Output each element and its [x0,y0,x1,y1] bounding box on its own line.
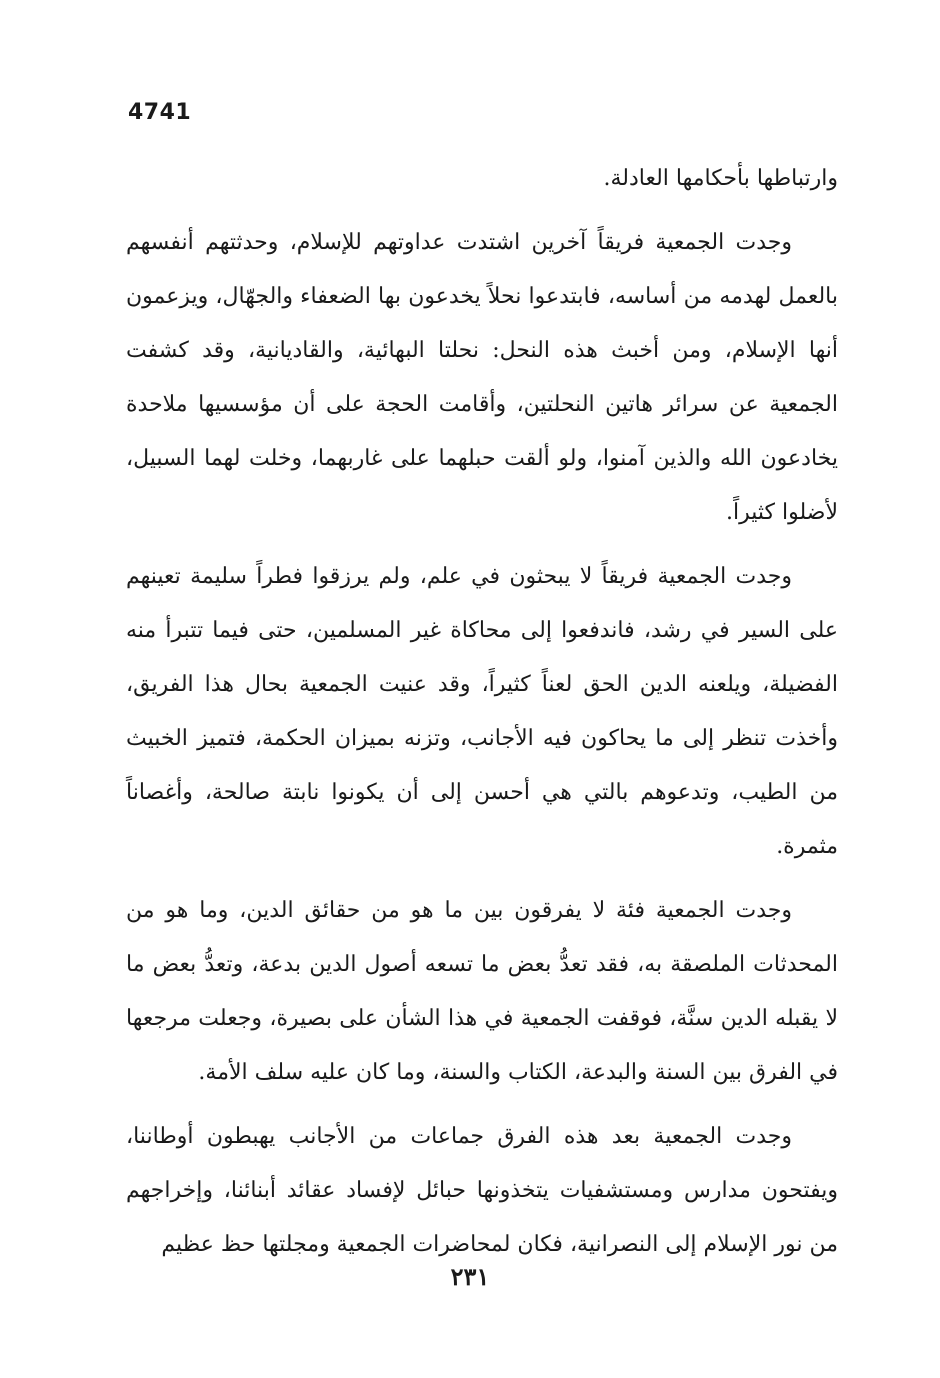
paragraph-innovation: وجدت الجمعية فئة لا يفرقون بين ما هو من حقائق الدين، وما هو من المحدثات الملصقة به، فقد تعدُّ بعض ما تسعه أصول الدين بدعة، وتعدُّ بعض ما لا يقبله الدين سنَّة، فوقفت الجمعية في هذا الشأن على بصيرة، وجعلت مرجعها في الفرق بين السنة والبدعة، الكتاب والسنة، وما كان عليه سلف الأمة. [126,898,838,1085]
paragraph-imitators: وجدت الجمعية فريقاً لا يبحثون في علم، ولم يرزقوا فطراً سليمة تعينهم على السير في رشد، فاندفعوا إلى محاكاة غير المسلمين، حتى فيما تتبرأ منه الفضيلة، ويلعنه الدين الحق لعناً كثيراً، وقد عنيت الجمعية بحال هذا الفريق، وأخذت تنظر إلى ما يحاكون فيه الأجانب، وتزنه بميزان الحكمة، فتميز الخبيث من الطيب، وتدعوهم بالتي هي أحسن إلى أن يكونوا نابتة صالحة، وأغصاناً مثمرة. [126,564,838,859]
page-number: ٢٣١ [450,1262,490,1291]
paragraph-continuation: وارتباطها بأحكامها العادلة. [603,166,838,191]
paragraph-missionaries: وجدت الجمعية بعد هذه الفرق جماعات من الأجانب يهبطون أوطاننا، ويفتحون مدارس ومستشفيات يتخذونها حبائل لإفساد عقائد أبنائنا، وإخراجهم من نور الإسلام إلى النصرانية، فكان لمحاضرات الجمعية ومجلتها حظ عظيم [126,1124,838,1257]
body-text [126,152,838,1282]
paragraph-sects: وجدت الجمعية فريقاً آخرين اشتدت عداوتهم للإسلام، وحدثتهم أنفسهم بالعمل لهدمه من أساسه، فابتدعوا نحلاً يخدعون بها الضعفاء والجهّال، ويزعمون أنها الإسلام، ومن أخبث هذه النحل: نحلتا البهائية، والقاديانية، وقد كشفت الجمعية عن سرائر هاتين النحلتين، وأقامت الحجة على أن مؤسسيها ملاحدة يخادعون الله والذين آمنوا، ولو ألقت حبلهما على غاربهما، وخلت لهما السبيل، لأضلوا كثيراً. [126,230,838,525]
header-number: 4741 [128,100,192,125]
